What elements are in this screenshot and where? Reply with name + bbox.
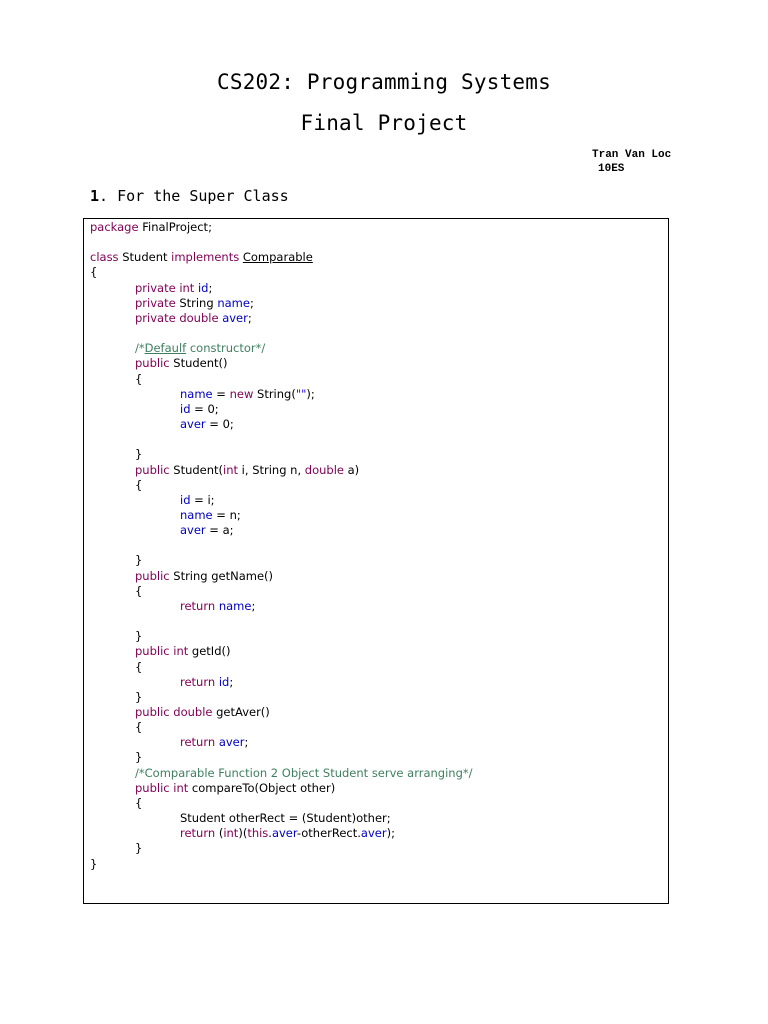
section-number-separator: . bbox=[99, 187, 109, 205]
code-line bbox=[90, 781, 473, 796]
code-token: ; bbox=[208, 280, 213, 295]
code-token: } bbox=[90, 689, 143, 704]
code-line bbox=[90, 372, 473, 387]
code-token: Student otherRect = (Student)other; bbox=[90, 811, 391, 826]
code-line bbox=[90, 796, 473, 811]
code-token: public bbox=[135, 568, 170, 583]
code-token: implements bbox=[171, 250, 240, 265]
code-token: double bbox=[173, 705, 213, 719]
code-token bbox=[90, 296, 135, 310]
code-token: id bbox=[218, 674, 230, 689]
code-token bbox=[90, 402, 180, 416]
code-line bbox=[90, 250, 473, 265]
document-title: CS202: Programming Systems bbox=[217, 70, 551, 94]
code-line bbox=[90, 569, 473, 584]
code-token bbox=[90, 735, 180, 749]
section-heading bbox=[90, 187, 289, 205]
code-token bbox=[90, 341, 135, 355]
code-line bbox=[90, 281, 473, 296]
code-token: = i; bbox=[190, 492, 215, 507]
code-token bbox=[90, 387, 180, 401]
code-line bbox=[90, 523, 473, 538]
code-token: ; bbox=[229, 674, 234, 689]
code-listing bbox=[90, 220, 473, 872]
code-token: class bbox=[90, 250, 119, 265]
code-token: aver bbox=[180, 523, 206, 538]
code-token: ); bbox=[386, 826, 395, 841]
code-token: public bbox=[135, 356, 170, 371]
code-token: private bbox=[135, 310, 176, 325]
code-token: constructor*/ bbox=[186, 341, 266, 356]
code-line bbox=[90, 660, 473, 675]
code-token: ); bbox=[306, 386, 315, 401]
code-line bbox=[90, 629, 473, 644]
code-token: id bbox=[180, 492, 191, 507]
code-token: FinalProject; bbox=[138, 220, 212, 234]
code-token: name bbox=[180, 507, 213, 522]
code-token: return bbox=[180, 735, 216, 750]
code-token bbox=[90, 493, 180, 507]
code-line bbox=[90, 265, 473, 280]
code-token: /*Comparable Function 2 Object Student serve arranging*/ bbox=[135, 765, 473, 780]
code-token: { bbox=[90, 477, 143, 492]
code-token: aver bbox=[218, 735, 245, 750]
code-token bbox=[90, 826, 180, 840]
code-line bbox=[90, 720, 473, 735]
author-name: Tran Van Loc bbox=[592, 149, 672, 161]
code-token: = a; bbox=[205, 523, 234, 538]
code-token: ; bbox=[247, 310, 252, 325]
code-line bbox=[90, 675, 473, 690]
code-token: Student() bbox=[169, 356, 228, 371]
code-line bbox=[90, 857, 473, 872]
code-line bbox=[90, 220, 473, 235]
code-token: = bbox=[212, 386, 230, 401]
code-line bbox=[90, 341, 473, 356]
code-line bbox=[90, 402, 473, 417]
code-token: ; bbox=[251, 598, 256, 613]
code-line bbox=[90, 387, 473, 402]
code-listing-box bbox=[83, 218, 669, 904]
code-token: /* bbox=[135, 341, 145, 356]
code-token: String getName() bbox=[169, 568, 274, 583]
code-line bbox=[90, 508, 473, 523]
code-token: id bbox=[180, 401, 191, 416]
code-token: public bbox=[135, 780, 170, 795]
code-token bbox=[90, 311, 135, 325]
code-line bbox=[90, 705, 473, 720]
code-line bbox=[90, 644, 473, 659]
code-line bbox=[90, 553, 473, 568]
code-token: } bbox=[90, 447, 143, 462]
code-token: private bbox=[135, 280, 176, 295]
code-line bbox=[90, 766, 473, 781]
code-line bbox=[90, 326, 473, 341]
code-token: aver bbox=[360, 826, 387, 841]
code-token: private bbox=[135, 295, 176, 310]
code-token: Student bbox=[118, 250, 172, 265]
code-token: name bbox=[218, 598, 252, 613]
code-token bbox=[90, 644, 135, 658]
code-line bbox=[90, 432, 473, 447]
code-token: this bbox=[247, 826, 269, 841]
code-token: name bbox=[180, 386, 213, 401]
code-line bbox=[90, 690, 473, 705]
code-line bbox=[90, 235, 473, 250]
code-token: "" bbox=[295, 386, 307, 401]
code-line bbox=[90, 493, 473, 508]
code-token: public bbox=[135, 705, 170, 719]
code-token: int bbox=[173, 780, 189, 795]
code-token bbox=[90, 463, 135, 477]
code-token: } bbox=[90, 629, 143, 644]
code-token: . bbox=[268, 826, 272, 841]
code-line bbox=[90, 417, 473, 432]
code-token: aver bbox=[180, 417, 206, 432]
section-number: 1 bbox=[90, 187, 100, 205]
code-token: String bbox=[175, 295, 218, 310]
code-token: int bbox=[179, 280, 195, 295]
code-token: { bbox=[90, 795, 143, 810]
code-line bbox=[90, 614, 473, 629]
code-token: { bbox=[90, 720, 143, 735]
code-token: aver bbox=[222, 310, 248, 325]
code-line bbox=[90, 826, 473, 841]
code-line bbox=[90, 296, 473, 311]
code-token: = 0; bbox=[190, 401, 219, 416]
author-class: 10ES bbox=[598, 163, 625, 175]
code-line bbox=[90, 841, 473, 856]
code-token: getAver() bbox=[212, 705, 270, 719]
code-line bbox=[90, 811, 473, 826]
code-token: { bbox=[90, 583, 143, 598]
code-token bbox=[90, 675, 180, 689]
code-token: return bbox=[180, 598, 216, 613]
code-token bbox=[90, 569, 135, 583]
code-token: { bbox=[90, 265, 98, 280]
code-token: return bbox=[180, 674, 216, 689]
code-token: Comparable bbox=[242, 250, 313, 265]
section-title: For the Super Class bbox=[108, 187, 289, 205]
code-token: package bbox=[90, 220, 139, 234]
code-token: ( bbox=[215, 826, 224, 841]
code-token: )( bbox=[238, 826, 248, 841]
code-token: getId() bbox=[188, 644, 231, 659]
code-token: Student( bbox=[169, 462, 224, 477]
code-token bbox=[90, 508, 180, 522]
code-line bbox=[90, 447, 473, 462]
code-token: -otherRect. bbox=[296, 826, 361, 841]
code-token: aver bbox=[271, 826, 297, 841]
code-token: } bbox=[90, 841, 143, 856]
code-token: int bbox=[173, 644, 189, 659]
code-token: int bbox=[223, 462, 239, 477]
code-token bbox=[90, 356, 135, 370]
code-line bbox=[90, 735, 473, 750]
code-token: } bbox=[90, 856, 98, 871]
code-line bbox=[90, 463, 473, 478]
code-token bbox=[90, 417, 180, 431]
code-line bbox=[90, 750, 473, 765]
code-token: a) bbox=[343, 462, 360, 477]
code-token: String( bbox=[253, 386, 296, 401]
code-token: id bbox=[197, 280, 209, 295]
code-token: double bbox=[179, 310, 219, 325]
code-token: compareTo(Object other) bbox=[188, 780, 336, 795]
code-token: } bbox=[90, 750, 143, 765]
document-subtitle: Final Project bbox=[300, 111, 468, 135]
code-token bbox=[90, 705, 135, 719]
code-token bbox=[90, 281, 135, 295]
code-token bbox=[90, 599, 180, 613]
code-token: new bbox=[229, 386, 254, 401]
code-token: ; bbox=[244, 735, 249, 750]
code-token bbox=[90, 781, 135, 795]
code-token: public bbox=[135, 644, 170, 659]
code-token: } bbox=[90, 553, 143, 568]
code-line bbox=[90, 478, 473, 493]
code-token bbox=[90, 523, 180, 537]
code-line bbox=[90, 356, 473, 371]
code-token: double bbox=[304, 462, 344, 477]
code-line bbox=[90, 599, 473, 614]
code-token: return bbox=[180, 826, 216, 841]
code-token: i, String n, bbox=[238, 462, 305, 477]
code-token: int bbox=[223, 826, 239, 841]
code-token: = 0; bbox=[205, 417, 234, 432]
code-token: ; bbox=[249, 295, 254, 310]
code-token: { bbox=[90, 371, 143, 386]
code-token: { bbox=[90, 659, 143, 674]
code-line bbox=[90, 311, 473, 326]
code-token: = n; bbox=[212, 507, 241, 522]
code-token bbox=[90, 766, 135, 780]
code-token: Defaulf bbox=[144, 341, 187, 356]
code-token: public bbox=[135, 462, 170, 477]
code-line bbox=[90, 538, 473, 553]
code-token: name bbox=[217, 295, 250, 310]
code-line bbox=[90, 584, 473, 599]
